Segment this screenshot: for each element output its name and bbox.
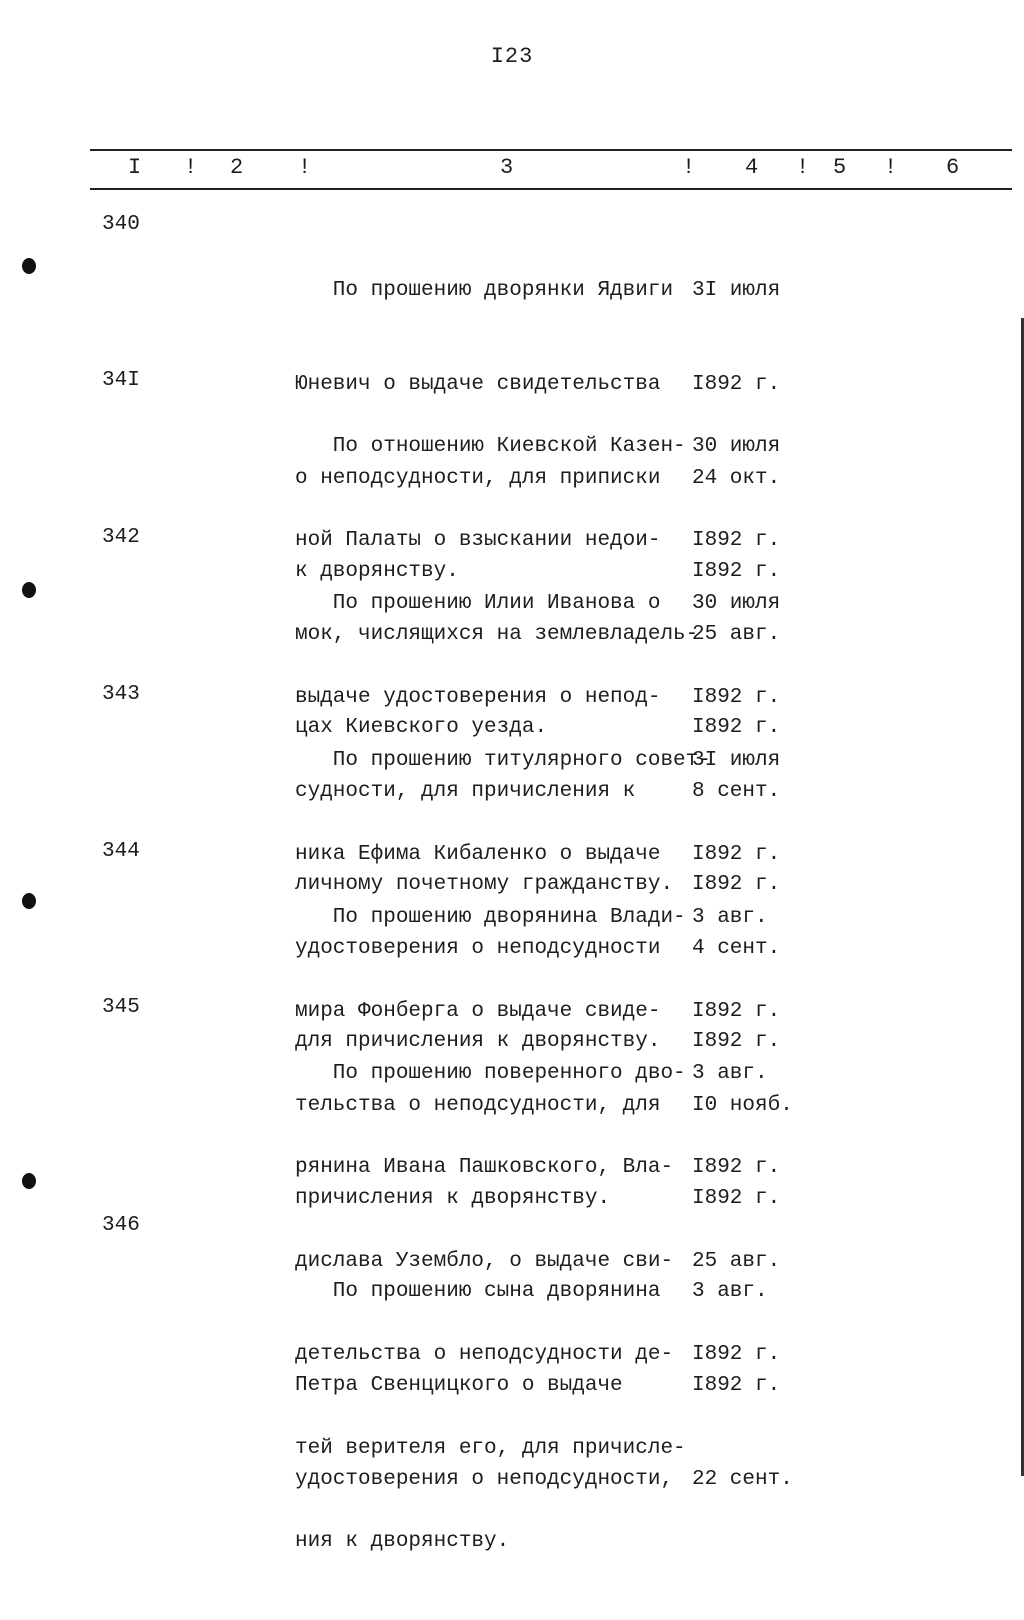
header-col-3: 3 xyxy=(500,155,514,180)
header-col-4: 4 xyxy=(745,155,759,180)
description-line: По прошению титулярного совет- xyxy=(295,749,711,773)
description-line: удостоверения о неподсудности xyxy=(295,936,661,960)
date-line: 24 окт. xyxy=(692,466,781,490)
date-line: I892 г. xyxy=(692,560,781,584)
page-number: I23 xyxy=(490,44,534,69)
description-line: личному почетному гражданству. xyxy=(295,873,674,897)
header-separator: ! xyxy=(682,155,696,180)
entry-number: 34I xyxy=(102,369,140,392)
header-col-2: 2 xyxy=(230,155,244,180)
description-line: о неподсудности, для приписки xyxy=(295,466,661,490)
description-line: удостоверения о неподсудности, xyxy=(295,1467,674,1491)
description-line: По прошению Илии Иванова о xyxy=(295,592,661,616)
date-line: 4 сент. xyxy=(692,936,781,960)
header-separator: ! xyxy=(184,155,198,180)
date-line: I892 г. xyxy=(692,1000,781,1023)
date-line: 3 авг. xyxy=(692,1062,768,1086)
date-line: 30 июля xyxy=(692,435,781,459)
description-line: По отношению Киевской Казен- xyxy=(295,435,686,459)
date-line: I892 г. xyxy=(692,373,781,396)
date-line: I0 нояб. xyxy=(692,1093,793,1117)
date-line: I892 г. xyxy=(692,1156,781,1179)
date-line: I892 г. xyxy=(692,716,781,740)
header-col-6: 6 xyxy=(946,155,960,180)
table-top-rule xyxy=(90,149,1012,151)
date-line: 3I июля xyxy=(692,279,781,303)
description-line: дислава Узембло, о выдаче сви- xyxy=(295,1249,674,1273)
description-line: ника Ефима Кибаленко о выдаче xyxy=(295,843,661,866)
description-line: мок, числящихся на землевладель- xyxy=(295,622,699,646)
date-line: I892 г. xyxy=(692,1030,781,1054)
date-line: 3 авг. xyxy=(692,906,768,930)
description-line: рянина Ивана Пашковского, Вла- xyxy=(295,1156,674,1179)
header-col-5: 5 xyxy=(833,155,847,180)
entry-number: 346 xyxy=(102,1214,140,1237)
description-line: По прошению дворянина Влади- xyxy=(295,906,686,930)
table-header-rule xyxy=(90,188,1012,190)
binder-hole-mark xyxy=(22,893,36,909)
entry-number: 342 xyxy=(102,526,140,549)
description-line: выдаче удостоверения о непод- xyxy=(295,686,661,709)
description-line: детельства о неподсудности де- xyxy=(295,1343,674,1367)
header-col-1: I xyxy=(128,155,142,180)
entry-description xyxy=(295,1214,673,1557)
description-line: цах Киевского уезда. xyxy=(295,716,548,740)
date-line: I892 г. xyxy=(692,1343,781,1367)
date-line: 8 сент. xyxy=(692,779,781,803)
header-separator: ! xyxy=(884,155,898,180)
description-line: для причисления к дворянству. xyxy=(295,1030,661,1054)
date-line: I892 г. xyxy=(692,873,781,897)
header-separator: ! xyxy=(796,155,810,180)
description-line: причисления к дворянству. xyxy=(295,1187,611,1211)
description-line: судности, для причисления к xyxy=(295,779,636,803)
entry-number: 345 xyxy=(102,996,140,1019)
description-line: Петра Свенцицкого о выдаче xyxy=(295,1374,623,1397)
entry-number: 344 xyxy=(102,840,140,863)
description-line: тельства о неподсудности, для xyxy=(295,1093,661,1117)
date-line: I892 г. xyxy=(692,843,781,866)
binder-hole-mark xyxy=(22,258,36,274)
description-line: мира Фонберга о выдаче свиде- xyxy=(295,1000,661,1023)
date-line: 30 июля xyxy=(692,592,781,616)
entry-dates xyxy=(692,1214,793,1557)
description-line: к дворянству. xyxy=(295,560,459,584)
description-line: По прошению сына дворянина xyxy=(295,1280,661,1304)
date-line: 25 авг. xyxy=(692,1249,781,1273)
date-line: I892 г. xyxy=(692,686,781,709)
description-line: тей верителя его, для причисле- xyxy=(295,1436,686,1460)
date-line: I892 г. xyxy=(692,1187,781,1211)
description-line: ной Палаты о взыскании недои- xyxy=(295,529,661,552)
description-line: Юневич о выдаче свидетельства xyxy=(295,373,661,396)
date-line: 3 авг. xyxy=(692,1280,768,1304)
date-line: 3I июля xyxy=(692,749,781,773)
binder-hole-mark xyxy=(22,582,36,598)
date-line: I892 г. xyxy=(692,529,781,552)
description-line: ния к дворянству. xyxy=(295,1530,510,1554)
date-line: 25 авг. xyxy=(692,622,781,646)
entry-number: 343 xyxy=(102,683,140,706)
description-line: По прошению поверенного дво- xyxy=(295,1062,686,1086)
header-separator: ! xyxy=(298,155,312,180)
date-line: 22 сент. xyxy=(692,1467,793,1491)
description-line: По прошению дворянки Ядвиги xyxy=(295,279,674,303)
date-line: I892 г. xyxy=(692,1374,781,1397)
entry-number: 340 xyxy=(102,213,140,236)
binder-hole-mark xyxy=(22,1173,36,1189)
